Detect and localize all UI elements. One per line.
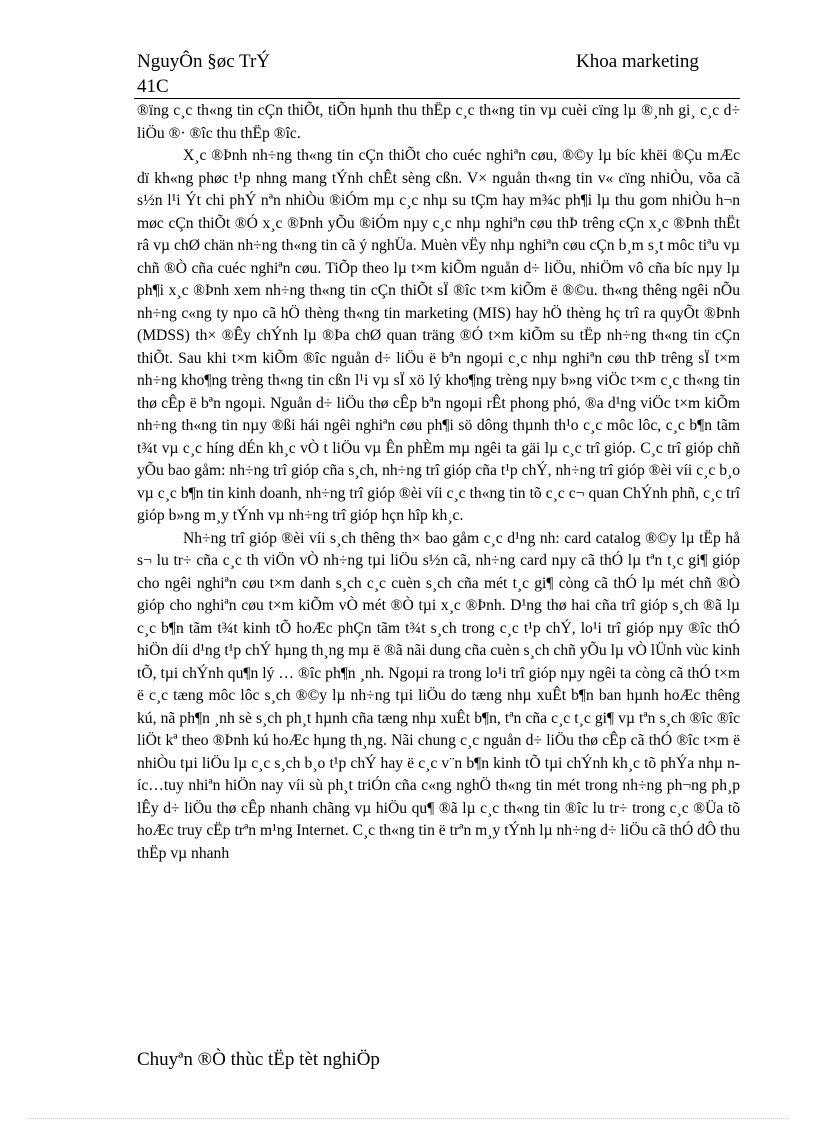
paragraph-2: X¸c ®Þnh nh÷ng th«ng tin cÇn thiÕt cho cuéc nghiªn cøu, ®©y lµ bíc khëi ®Çu mÆc dï kh«ng phøc t¹p nhng mang tÝnh chÊt sèng cßn. V× nguån th«ng tin v« cïng nhiÒu, võa cã s½n l¹i Ýt chi phÝ nªn nhiÒu ®iÓm mµ c¸c nhµ su tÇm hay m¾c ph¶i lµ thu gom nhiÒu h¬n møc cÇn thiÕt ®Ó x¸c ®Þnh yÕu ®iÓm nµy c¸c nhµ nghiªn cøu thÞ trêng cÇn x¸c ®Þnh thËt râ vµ chØ chän nh÷ng th«ng tin cã ý nghÜa. Muèn vËy nhµ nghiªn cøu cÇn b¸m s¸t môc tiªu vµ chñ ®Ò cña cuéc nghiªn cøu. TiÕp theo lµ t×m kiÕm nguån d÷ liÖu, nhiÖm vô cña bíc nµy lµ ph¶i x¸c ®Þnh xem nh÷ng th«ng tin cÇn thiÕt sÏ ®îc t×m kiÕm ë ®©u. th«ng thêng ngêi nÕu nh÷ng c«ng ty nµo cã hÖ thèng th«ng tin marketing (MIS) hay hÖ thèng hç trî ra quyÕt ®Þnh (MDSS) th× ®Êy chÝnh lµ ®Þa chØ quan träng ®Ó t×m kiÕm su tËp nh÷ng th«ng tin cÇn thiÕt. Sau khi t×m kiÕm ®îc nguån d÷ liÖu ë bªn ngoµi c¸c nhµ nghiªn cøu thÞ trêng sÏ t×m nh÷ng kho¶ng trèng th«ng tin cßn l¹i vµ sÏ xö lý kho¶ng trèng nµy b»ng viÖc t×m c¸c th«ng tin thø cÊp ë bªn ngoµi. Nguån d÷ liÖu thø cÊp bªn ngoµi rÊt phong phó, ®a d¹ng viÖc t×m kiÕm nh÷ng th«ng tin nµy ®ßi hái ngêi nghiªn cøu ph¶i sö dông thµnh th¹o c¸c môc lôc, c¸c b¶n tãm t¾t vµ c¸c híng dÉn kh¸c vÒ t liÖu vµ Ên phÈm mµ ngêi ta gäi lµ c¸c trî gióp. C¸c trî gióp chñ yÕu bao gåm: nh÷ng trî gióp cña s¸ch, nh÷ng trî gióp cña t¹p chÝ, nh÷ng trî gióp ®èi víi c¸c b¸o vµ c¸c b¶n tin kinh doanh, nh÷ng trî gióp ®èi víi c¸c th«ng tin tõ c¸c c¬ quan ChÝnh phñ, c¸c trî gióp b»ng m¸y tÝnh vµ nh÷ng trî gióp hçn hîp kh¸c. bbox=[137, 147, 740, 524]
header-divider bbox=[134, 98, 740, 99]
header-author: NguyÔn §øc TrÝ bbox=[137, 51, 271, 72]
paragraph-3: Nh÷ng trî gióp ®èi víi s¸ch thêng th× bao gåm c¸c d¹ng nh: card catalog ®©y lµ tËp hå s¬ lu tr÷ cña c¸c th viÖn vÒ nh÷ng tµi liÖu s½n cã, nh÷ng card nµy cã thÓ lµ tªn t¸c gi¶ gióp cho ngêi nghiªn cøu t×m danh s¸ch c¸c cuèn s¸ch cña mét t¸c gi¶ còng cã thÓ lµ mét chñ ®Ò gióp cho nghiªn cøu t×m kiÕm vÒ mét ®Ò tµi x¸c ®Þnh. D¹ng thø hai cña trî gióp s¸ch ®ã lµ c¸c b¶n tãm t¾t kinh tÕ hoÆc phÇn tãm t¾t s¸ch trong c¸c t¹p chÝ, lo¹i trî gióp nµy ®îc thÓ hiÖn díi d¹ng t¹p chÝ hµng th¸ng mµ ë ®ã nãi dung cña cuèn s¸ch chñ yÕu lµ vÒ lÜnh vùc kinh tÕ, tµi chÝnh qu¶n lý … ®îc ph¶n ¸nh. Ngoµi ra trong lo¹i trî gióp nµy ngêi ta còng cã thÓ t×m ë c¸c tæng môc lôc s¸ch ®©y lµ nh÷ng tµi liÖu do tæng nhµ xuÊt b¶n ban hµnh hoÆc thêng kú, nã ph¶n ¸nh sè s¸ch ph¸t hµnh cña tæng nhµ xuÊt b¶n, tªn cña c¸c t¸c gi¶ vµ tªn s¸ch ®îc ®îc liÖt kª theo ®Þnh kú hoÆc hµng th¸ng. Nãi chung c¸c nguån d÷ liÖu thø cÊp cã thÓ ®îc t×m ë nhiÒu tµi liÖu lµ c¸c s¸ch b¸o t¹p chÝ hay ë c¸c v¨n b¶n kinh tÕ tµi chÝnh kh¸c tõ phÝa nhµ níc…tuy nhiªn hiÖn nay víi sù ph¸t triÓn cña c«ng nghÖ th«ng tin mét trong nh÷ng ph¬ng ph¸p lÊy d÷ liÖu thø cÊp nhanh chãng vµ hiÖu qu¶ ®ã lµ c¸c th«ng tin ®îc lu tr÷ trong c¸c ®Üa tõ hoÆc truy cËp trªn m¹ng Internet. C¸c th«ng tin ë trªn m¸y tÝnh lµ nh÷ng d÷ liÖu cã thÓ dÔ thu thËp vµ nhanh bbox=[137, 529, 740, 862]
header-department: Khoa marketing bbox=[576, 51, 699, 72]
body-text bbox=[137, 100, 740, 865]
header-class-code: 41C bbox=[137, 76, 169, 97]
page-bottom-divider bbox=[28, 1118, 788, 1119]
footer-title: Chuyªn ®Ò thùc tËp tèt nghiÖp bbox=[137, 1049, 380, 1070]
paragraph-1: ®ïng c¸c th«ng tin cÇn thiÕt, tiÕn hµnh thu thËp c¸c th«ng tin vµ cuèi cïng lµ ®¸nh gi¸ c¸c d÷ liÖu ®· ®îc thu thËp ®îc. bbox=[137, 102, 740, 142]
